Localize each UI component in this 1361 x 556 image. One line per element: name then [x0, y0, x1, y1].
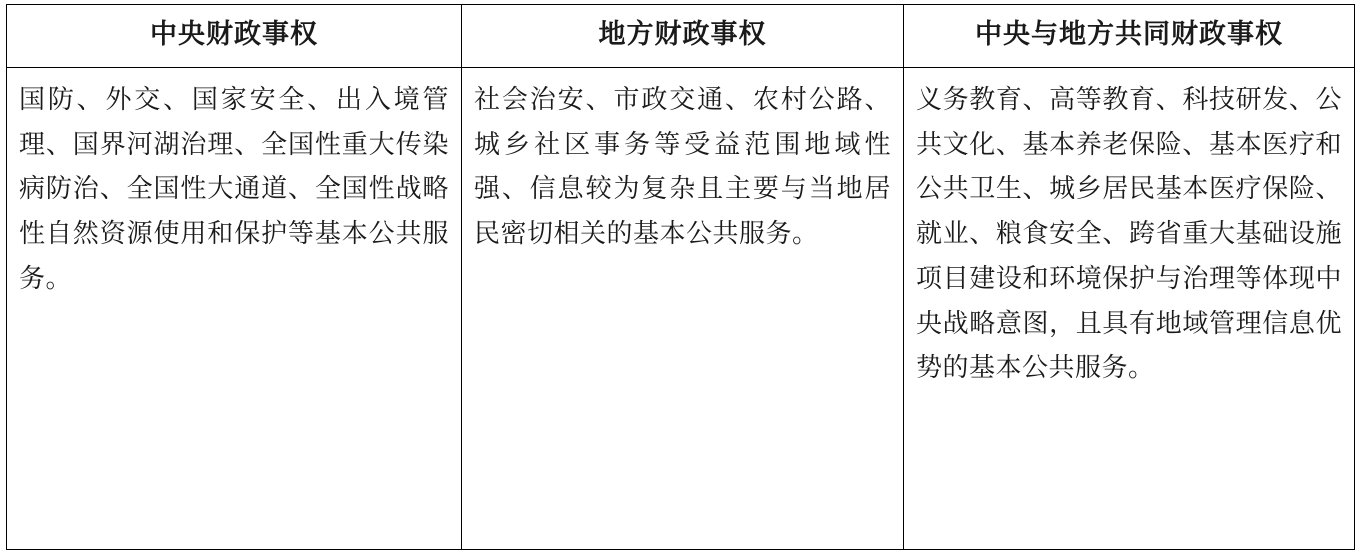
table-header-row — [7, 5, 1355, 68]
fiscal-powers-table — [6, 4, 1355, 550]
column-header-central: 中央财政事权 — [7, 5, 462, 68]
column-header-shared: 中央与地方共同财政事权 — [904, 5, 1355, 68]
cell-local-text: 社会治安、市政交通、农村公路、城乡社区事务等受益范围地域性强、信息较为复杂且主要与当地居民密切相关的基本公共服务。 — [474, 85, 891, 250]
cell-shared-fiscal-powers — [904, 68, 1355, 550]
column-header-local: 地方财政事权 — [462, 5, 904, 68]
table-row — [7, 68, 1355, 550]
cell-local-fiscal-powers — [462, 68, 904, 550]
cell-central-fiscal-powers — [7, 68, 462, 550]
table-body — [7, 68, 1355, 550]
cell-shared-text: 义务教育、高等教育、科技研发、公共文化、基本养老保险、基本医疗和公共卫生、城乡居民基本医疗保险、就业、粮食安全、跨省重大基础设施项目建设和环境保护与治理等体现中央战略意图，且具有地域管理信息优势的基本公共服务。 — [916, 85, 1342, 384]
table-header — [7, 5, 1355, 68]
cell-central-text: 国防、外交、国家安全、出入境管理、国界河湖治理、全国性重大传染病防治、全国性大通道、全国性战略性自然资源使用和保护等基本公共服务。 — [19, 85, 449, 294]
